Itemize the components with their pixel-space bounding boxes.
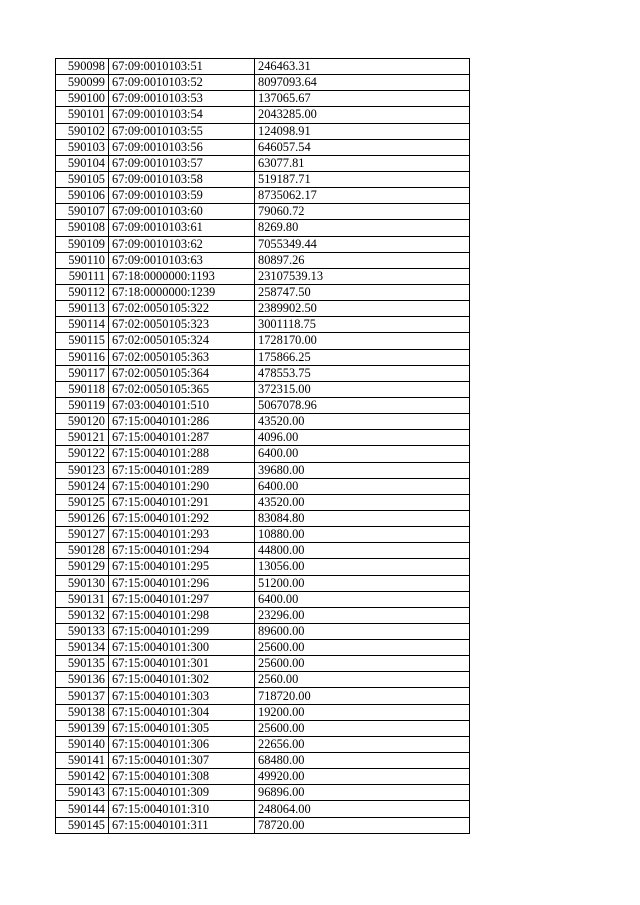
cadastral-number-cell: 67:09:0010103:56: [109, 139, 255, 155]
value-cell: 137065.67: [255, 91, 470, 107]
cadastral-number-cell: 67:15:0040101:308: [109, 769, 255, 785]
table-row: [56, 591, 470, 607]
cadastral-number-cell: 67:15:0040101:304: [109, 704, 255, 720]
row-number-cell: 590128: [56, 543, 109, 559]
value-cell: 19200.00: [255, 704, 470, 720]
value-cell: 7055349.44: [255, 236, 470, 252]
row-number-cell: 590123: [56, 462, 109, 478]
value-cell: 79060.72: [255, 204, 470, 220]
row-number-cell: 590098: [56, 59, 109, 75]
cadastral-number-cell: 67:09:0010103:63: [109, 252, 255, 268]
row-number-cell: 590104: [56, 155, 109, 171]
cadastral-number-cell: 67:03:0040101:510: [109, 397, 255, 413]
row-number-cell: 590138: [56, 704, 109, 720]
cadastral-number-cell: 67:15:0040101:302: [109, 672, 255, 688]
row-number-cell: 590126: [56, 510, 109, 526]
table-row: [56, 527, 470, 543]
cadastral-number-cell: 67:02:0050105:322: [109, 301, 255, 317]
value-cell: 519187.71: [255, 171, 470, 187]
cadastral-number-cell: 67:15:0040101:300: [109, 640, 255, 656]
value-cell: 2389902.50: [255, 301, 470, 317]
cadastral-number-cell: 67:15:0040101:303: [109, 688, 255, 704]
table-row: [56, 397, 470, 413]
row-number-cell: 590110: [56, 252, 109, 268]
table-row: [56, 349, 470, 365]
table-row: [56, 817, 470, 833]
row-number-cell: 590117: [56, 365, 109, 381]
value-cell: 83084.80: [255, 510, 470, 526]
value-cell: 22656.00: [255, 736, 470, 752]
row-number-cell: 590135: [56, 656, 109, 672]
table-row: [56, 301, 470, 317]
value-cell: 718720.00: [255, 688, 470, 704]
table-row: [56, 171, 470, 187]
table-row: [56, 204, 470, 220]
row-number-cell: 590105: [56, 171, 109, 187]
value-cell: 51200.00: [255, 575, 470, 591]
value-cell: 89600.00: [255, 623, 470, 639]
row-number-cell: 590145: [56, 817, 109, 833]
row-number-cell: 590111: [56, 268, 109, 284]
table-row: [56, 284, 470, 300]
row-number-cell: 590131: [56, 591, 109, 607]
cadastral-number-cell: 67:09:0010103:51: [109, 59, 255, 75]
value-cell: 44800.00: [255, 543, 470, 559]
table-row: [56, 494, 470, 510]
value-cell: 2560.00: [255, 672, 470, 688]
table-row: [56, 801, 470, 817]
cadastral-number-cell: 67:15:0040101:286: [109, 414, 255, 430]
row-number-cell: 590119: [56, 397, 109, 413]
row-number-cell: 590129: [56, 559, 109, 575]
value-cell: 646057.54: [255, 139, 470, 155]
cadastral-number-cell: 67:15:0040101:291: [109, 494, 255, 510]
table-row: [56, 753, 470, 769]
cadastral-number-cell: 67:15:0040101:294: [109, 543, 255, 559]
table-row: [56, 640, 470, 656]
cadastral-number-cell: 67:09:0010103:53: [109, 91, 255, 107]
table-row: [56, 688, 470, 704]
value-cell: 39680.00: [255, 462, 470, 478]
row-number-cell: 590136: [56, 672, 109, 688]
value-cell: 6400.00: [255, 446, 470, 462]
cadastral-number-cell: 67:09:0010103:58: [109, 171, 255, 187]
value-cell: 10880.00: [255, 527, 470, 543]
row-number-cell: 590115: [56, 333, 109, 349]
cadastral-number-cell: 67:15:0040101:292: [109, 510, 255, 526]
value-cell: 13056.00: [255, 559, 470, 575]
row-number-cell: 590124: [56, 478, 109, 494]
value-cell: 49920.00: [255, 769, 470, 785]
cadastral-number-cell: 67:15:0040101:310: [109, 801, 255, 817]
row-number-cell: 590112: [56, 284, 109, 300]
row-number-cell: 590137: [56, 688, 109, 704]
cadastral-number-cell: 67:09:0010103:55: [109, 123, 255, 139]
row-number-cell: 590140: [56, 736, 109, 752]
cadastral-number-cell: 67:15:0040101:288: [109, 446, 255, 462]
table-row: [56, 704, 470, 720]
table-row: [56, 59, 470, 75]
table-row: [56, 75, 470, 91]
cadastral-number-cell: 67:18:0000000:1239: [109, 284, 255, 300]
row-number-cell: 590132: [56, 607, 109, 623]
value-cell: 78720.00: [255, 817, 470, 833]
table-row: [56, 139, 470, 155]
table-row: [56, 559, 470, 575]
table-row: [56, 381, 470, 397]
row-number-cell: 590107: [56, 204, 109, 220]
cadastral-number-cell: 67:15:0040101:296: [109, 575, 255, 591]
table-row: [56, 736, 470, 752]
table-row: [56, 188, 470, 204]
row-number-cell: 590118: [56, 381, 109, 397]
row-number-cell: 590116: [56, 349, 109, 365]
table-row: [56, 607, 470, 623]
table-row: [56, 510, 470, 526]
cadastral-number-cell: 67:15:0040101:295: [109, 559, 255, 575]
cadastral-number-cell: 67:02:0050105:323: [109, 317, 255, 333]
row-number-cell: 590099: [56, 75, 109, 91]
table-row: [56, 785, 470, 801]
cadastral-number-cell: 67:15:0040101:293: [109, 527, 255, 543]
value-cell: 25600.00: [255, 656, 470, 672]
value-cell: 8735062.17: [255, 188, 470, 204]
row-number-cell: 590144: [56, 801, 109, 817]
cadastral-number-cell: 67:09:0010103:62: [109, 236, 255, 252]
cadastral-number-cell: 67:15:0040101:289: [109, 462, 255, 478]
table-row: [56, 252, 470, 268]
cadastral-number-cell: 67:09:0010103:54: [109, 107, 255, 123]
cadastral-number-cell: 67:15:0040101:287: [109, 430, 255, 446]
value-cell: 23296.00: [255, 607, 470, 623]
table-row: [56, 236, 470, 252]
cadastral-number-cell: 67:15:0040101:307: [109, 753, 255, 769]
value-cell: 80897.26: [255, 252, 470, 268]
cadastral-number-cell: 67:15:0040101:290: [109, 478, 255, 494]
cadastral-number-cell: 67:09:0010103:59: [109, 188, 255, 204]
cadastral-number-cell: 67:09:0010103:60: [109, 204, 255, 220]
value-cell: 246463.31: [255, 59, 470, 75]
cadastral-number-cell: 67:15:0040101:298: [109, 607, 255, 623]
row-number-cell: 590103: [56, 139, 109, 155]
value-cell: 8097093.64: [255, 75, 470, 91]
table-row: [56, 656, 470, 672]
value-cell: 8269.80: [255, 220, 470, 236]
document-page: [55, 58, 470, 834]
value-cell: 25600.00: [255, 720, 470, 736]
value-cell: 2043285.00: [255, 107, 470, 123]
value-cell: 96896.00: [255, 785, 470, 801]
value-cell: 68480.00: [255, 753, 470, 769]
table-row: [56, 91, 470, 107]
cadastral-number-cell: 67:15:0040101:299: [109, 623, 255, 639]
row-number-cell: 590133: [56, 623, 109, 639]
row-number-cell: 590127: [56, 527, 109, 543]
cadastral-number-cell: 67:15:0040101:311: [109, 817, 255, 833]
value-cell: 175866.25: [255, 349, 470, 365]
row-number-cell: 590113: [56, 301, 109, 317]
table-row: [56, 623, 470, 639]
table-body: [56, 59, 470, 834]
value-cell: 63077.81: [255, 155, 470, 171]
row-number-cell: 590141: [56, 753, 109, 769]
table-row: [56, 462, 470, 478]
cadastral-number-cell: 67:02:0050105:324: [109, 333, 255, 349]
table-row: [56, 155, 470, 171]
value-cell: 43520.00: [255, 494, 470, 510]
cadastral-number-cell: 67:09:0010103:61: [109, 220, 255, 236]
cadastral-number-cell: 67:15:0040101:301: [109, 656, 255, 672]
value-cell: 43520.00: [255, 414, 470, 430]
value-cell: 3001118.75: [255, 317, 470, 333]
row-number-cell: 590114: [56, 317, 109, 333]
value-cell: 25600.00: [255, 640, 470, 656]
cadastral-number-cell: 67:15:0040101:305: [109, 720, 255, 736]
table-row: [56, 720, 470, 736]
value-cell: 478553.75: [255, 365, 470, 381]
row-number-cell: 590100: [56, 91, 109, 107]
value-cell: 372315.00: [255, 381, 470, 397]
table-row: [56, 333, 470, 349]
table-row: [56, 543, 470, 559]
table-row: [56, 123, 470, 139]
cadastral-number-cell: 67:18:0000000:1193: [109, 268, 255, 284]
table-row: [56, 769, 470, 785]
value-cell: 4096.00: [255, 430, 470, 446]
table-row: [56, 317, 470, 333]
value-cell: 23107539.13: [255, 268, 470, 284]
table-row: [56, 414, 470, 430]
cadastral-number-cell: 67:02:0050105:364: [109, 365, 255, 381]
row-number-cell: 590125: [56, 494, 109, 510]
row-number-cell: 590130: [56, 575, 109, 591]
row-number-cell: 590122: [56, 446, 109, 462]
table-row: [56, 365, 470, 381]
table-row: [56, 478, 470, 494]
row-number-cell: 590143: [56, 785, 109, 801]
table-row: [56, 672, 470, 688]
cadastral-number-cell: 67:15:0040101:297: [109, 591, 255, 607]
table-row: [56, 107, 470, 123]
row-number-cell: 590134: [56, 640, 109, 656]
row-number-cell: 590120: [56, 414, 109, 430]
cadastral-number-cell: 67:02:0050105:365: [109, 381, 255, 397]
row-number-cell: 590106: [56, 188, 109, 204]
cadastral-number-cell: 67:02:0050105:363: [109, 349, 255, 365]
value-cell: 248064.00: [255, 801, 470, 817]
row-number-cell: 590108: [56, 220, 109, 236]
row-number-cell: 590139: [56, 720, 109, 736]
cadastral-number-cell: 67:15:0040101:306: [109, 736, 255, 752]
row-number-cell: 590109: [56, 236, 109, 252]
value-cell: 1728170.00: [255, 333, 470, 349]
value-cell: 258747.50: [255, 284, 470, 300]
value-cell: 124098.91: [255, 123, 470, 139]
row-number-cell: 590142: [56, 769, 109, 785]
cadastral-number-cell: 67:15:0040101:309: [109, 785, 255, 801]
value-cell: 6400.00: [255, 478, 470, 494]
row-number-cell: 590102: [56, 123, 109, 139]
table-row: [56, 430, 470, 446]
cadastral-number-cell: 67:09:0010103:57: [109, 155, 255, 171]
row-number-cell: 590101: [56, 107, 109, 123]
value-cell: 6400.00: [255, 591, 470, 607]
table-row: [56, 446, 470, 462]
table-row: [56, 575, 470, 591]
table-row: [56, 220, 470, 236]
cadastral-number-cell: 67:09:0010103:52: [109, 75, 255, 91]
table-row: [56, 268, 470, 284]
cadastral-value-table: [55, 58, 470, 834]
row-number-cell: 590121: [56, 430, 109, 446]
value-cell: 5067078.96: [255, 397, 470, 413]
